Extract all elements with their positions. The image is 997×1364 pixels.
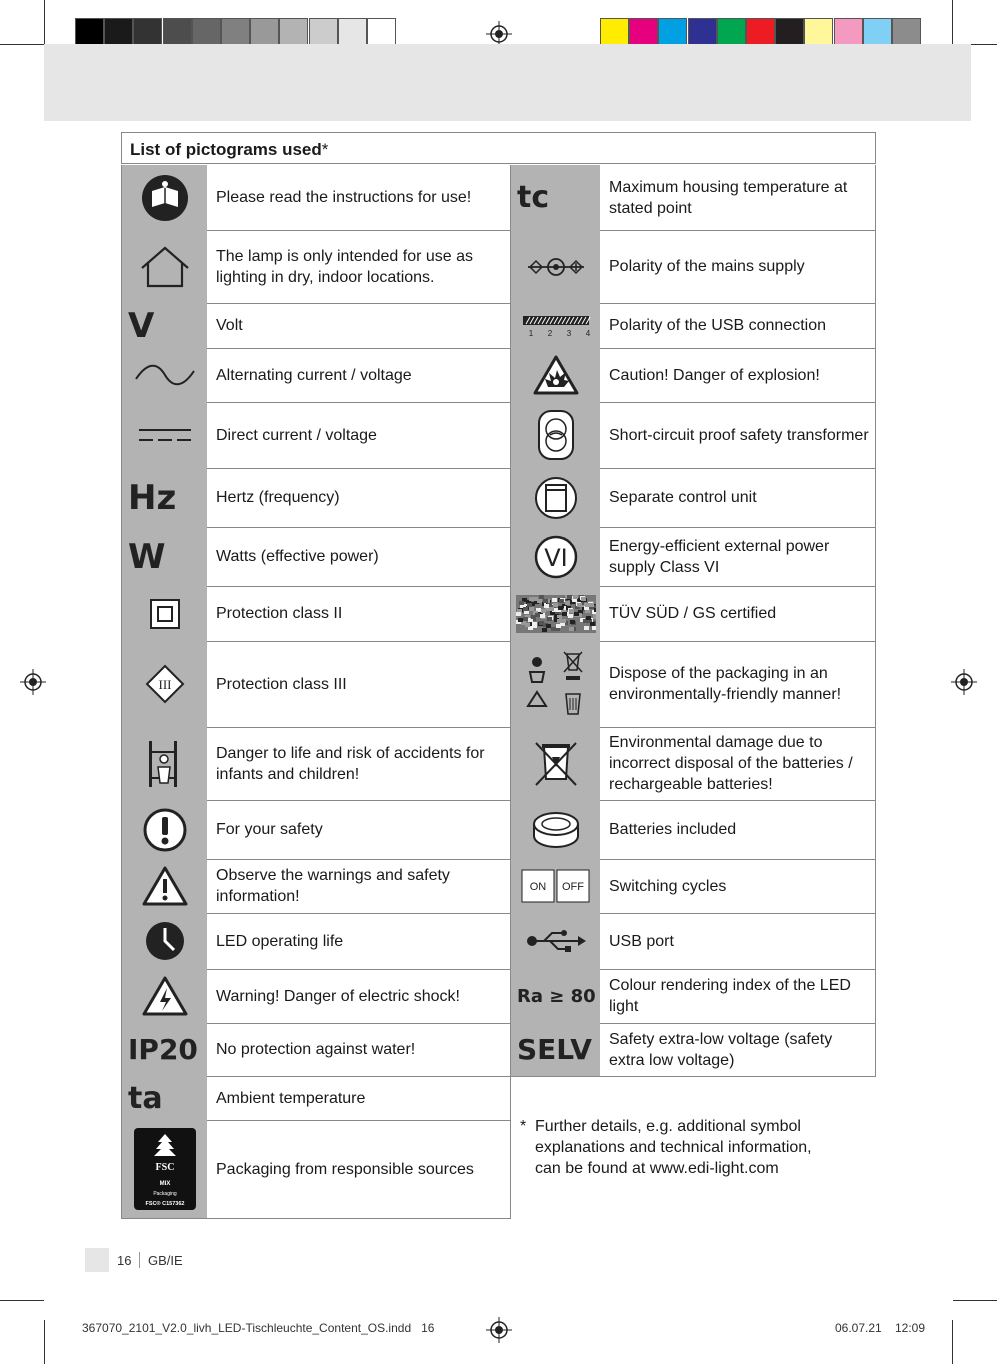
icon-cell [511,641,600,727]
print-slug-date: 06.07.21 [835,1321,882,1335]
gray-swatch [104,18,133,47]
crop-mark [952,0,953,44]
table-row [510,586,876,642]
table-row [510,641,876,728]
icon-cell [122,348,207,402]
crop-mark [0,44,44,45]
table-row [510,727,876,801]
direct-current-icon [137,425,193,445]
icon-cell [511,586,600,641]
pictogram-description: Environmental damage due to incorrect disposal of the batteries / rechargeable batteries! [609,734,853,793]
icon-cell [122,800,207,859]
icon-cell [122,859,207,913]
icon-cell [122,1120,207,1218]
pictogram-description: Maximum housing temperature at stated point [609,178,848,217]
icon-cell [122,1076,207,1120]
icon-cell [122,586,207,641]
icon-cell [122,303,207,348]
svg-text:ON: ON [529,881,546,893]
crop-mark [44,0,45,44]
table-row [121,586,511,642]
gray-swatch [250,18,279,47]
color-swatch [688,18,717,47]
warning-triangle-icon [142,865,188,907]
pictogram-description: Polarity of the mains supply [609,258,805,275]
efficiency-class-vi-icon [534,535,578,579]
table-row [121,303,511,349]
icon-cell [511,727,600,800]
svg-text:1: 1 [528,328,533,338]
svg-text:2: 2 [547,328,552,338]
table-row [510,800,876,860]
table-row [121,800,511,860]
protection-class-iii-icon [145,664,185,704]
icon-cell [122,727,207,800]
svg-text:OFF: OFF [561,881,584,893]
color-swatch [775,18,804,47]
table-title [121,132,876,164]
table-row [510,303,876,349]
exclamation-circle-icon [143,808,187,852]
pictogram-description: Watts (effective power) [216,548,379,565]
svg-text:VI: VI [543,543,568,572]
icon-cell [122,969,207,1023]
pictogram-description: Short-circuit proof safety transformer [609,426,869,444]
icon-cell [511,913,600,969]
page-locale: GB/IE [148,1253,183,1268]
pictogram-description: USB port [609,932,674,950]
watts-icon: W [128,536,166,577]
housing-temperature-icon: tc [517,180,550,215]
table-row [121,641,511,728]
pictogram-description: Volt [216,317,243,334]
registration-mark-icon [20,669,46,695]
color-swatch [600,18,629,47]
ip20-icon: IP20 [128,1033,198,1066]
gray-swatch [338,18,367,47]
table-row [121,1076,511,1121]
icon-cell [122,527,207,586]
pictogram-description: Ambient temperature [216,1089,366,1107]
registration-mark-icon [951,669,977,695]
table-row [510,348,876,403]
gray-swatch [367,18,396,47]
page-tab [85,1248,109,1272]
table-row [121,859,511,914]
pictogram-description: Energy-efficient external power supply Class VI [609,537,830,576]
table-row [510,468,876,528]
fsc-logo-icon [134,1128,196,1210]
colour-rendering-icon: Ra ≥ 80 [517,985,596,1007]
pictogram-description: Batteries included [609,821,737,838]
electric-shock-icon [142,975,188,1017]
icon-cell [511,969,600,1023]
table-row [121,468,511,528]
icon-cell [511,1023,600,1076]
usb-port-icon [526,929,586,953]
color-swatch [863,18,892,47]
svg-text:3: 3 [566,328,571,338]
table-row [510,165,876,231]
table-row [121,165,511,231]
read-instructions-icon [140,173,190,223]
pictogram-description: Colour rendering index of the LED light [609,977,851,1015]
pictogram-description: Protection class III [216,675,347,693]
divider [139,1252,140,1268]
footnote-line: explanations and technical information, [535,1139,812,1156]
usb-polarity-icon [521,314,591,338]
gray-swatch [221,18,250,47]
short-circuit-transformer-icon [536,409,576,461]
icon-cell [511,348,600,402]
icon-cell [122,165,207,230]
icon-cell [511,402,600,468]
icon-cell [511,527,600,586]
pictogram-description: Please read the instructions for use! [216,189,472,206]
icon-cell [122,641,207,727]
color-swatch [746,18,775,47]
page-number: 16 [117,1253,132,1268]
svg-text:III: III [158,677,171,692]
crop-mark [953,1300,997,1301]
separate-control-unit-icon [534,476,578,520]
svg-text:FSC® C157362: FSC® C157362 [145,1201,184,1207]
crop-mark [952,1320,953,1364]
tuv-gs-certified-icon [516,595,596,633]
svg-text:Packaging: Packaging [152,1191,177,1197]
pictogram-description: Caution! Danger of explosion! [609,366,820,384]
color-swatch [892,18,921,47]
table-row [121,727,511,801]
pictogram-description: For your safety [216,821,323,838]
print-slug-time: 12:09 [895,1321,926,1335]
icon-cell [511,230,600,303]
icon-cell [122,913,207,969]
table-row [121,1120,511,1219]
gray-swatch [192,18,221,47]
explosion-danger-icon [533,354,579,396]
table-title-text: List of pictograms used [130,140,322,159]
header-band [44,44,971,121]
icon-cell [122,468,207,527]
pictogram-description: Protection class II [216,605,343,622]
battery-disposal-icon [534,741,578,787]
color-swatch [804,18,833,47]
pictogram-description: Danger to life and risk of accidents for infants and children! [216,744,485,783]
icon-cell [511,468,600,527]
table-row [121,969,511,1024]
clock-icon [144,920,186,962]
color-swatch [834,18,863,47]
pictogram-description: LED operating life [216,932,344,950]
icon-cell [511,165,600,230]
on-off-switch-icon [521,869,591,903]
crop-mark [0,1300,44,1301]
table-row [510,1023,876,1077]
gray-swatch [279,18,308,47]
pictogram-description: Polarity of the USB connection [609,317,827,334]
table-row [121,402,511,469]
icon-cell [511,303,600,348]
polarity-mains-icon [526,257,586,277]
gray-swatch [163,18,192,47]
svg-text:MIX: MIX [159,1181,170,1187]
protection-class-ii-icon [149,598,181,630]
color-swatch [629,18,658,47]
pictogram-description: Safety extra-low voltage (safety extra low voltage) [609,1030,833,1069]
asterisk-mark: * [321,140,329,159]
button-cell-battery-icon [531,810,581,850]
table-row [121,913,511,970]
pictogram-description: Observe the warnings and safety information! [216,867,450,905]
svg-text:FSC: FSC [155,1162,174,1173]
footnote-line: can be found at www.edi-light.com [535,1160,779,1177]
table-row [510,527,876,587]
gray-swatch [309,18,338,47]
selv-icon: SELV [517,1033,592,1066]
color-swatch [717,18,746,47]
table-row [121,230,511,304]
ambient-temperature-icon: ta [128,1080,163,1116]
pictogram-description: Hertz (frequency) [216,489,340,506]
pictogram-description: Separate control unit [609,489,757,506]
child-danger-icon [145,739,185,789]
pictogram-description: No protection against water! [216,1041,416,1058]
table-row [510,913,876,970]
icon-cell [511,859,600,913]
footnote-line: Further details, e.g. additional symbol [535,1118,801,1135]
alternating-current-icon [134,363,196,387]
table-row [121,527,511,587]
icon-cell [122,402,207,468]
pictogram-description: Alternating current / voltage [216,366,412,384]
indoor-house-icon [138,244,192,290]
svg-text:4: 4 [585,328,590,338]
pictogram-description: Dispose of the packaging in an environmentally-friendly manner! [609,665,842,703]
pictogram-description: Warning! Danger of electric shock! [216,987,460,1005]
table-row [121,1023,511,1077]
table-row [510,969,876,1024]
volt-icon: V [128,305,155,346]
pictogram-description: TÜV SÜD / GS certified [609,605,777,622]
table-row [510,230,876,304]
icon-cell [511,800,600,859]
pictogram-description: Direct current / voltage [216,426,377,444]
recycle-packaging-icon [524,648,588,720]
footnote-mark: * [520,1118,527,1135]
gray-swatch [133,18,162,47]
icon-cell [122,1023,207,1076]
table-row [121,348,511,403]
hertz-icon: Hz [128,477,177,518]
pictogram-description: Switching cycles [609,877,727,895]
color-swatch [658,18,687,47]
footnote [520,1116,860,1179]
pictogram-description: The lamp is only intended for use as lighting in dry, indoor locations. [216,247,474,286]
print-slug-file: 367070_2101_V2.0_livh_LED-Tischleuchte_Content_OS.indd 16 [82,1321,435,1335]
table-row [510,402,876,469]
crop-mark [44,1320,45,1364]
icon-cell [122,230,207,303]
table-row [510,859,876,914]
pictogram-description: Packaging from responsible sources [216,1160,474,1178]
registration-mark-icon [486,1317,512,1343]
gray-swatch [75,18,104,47]
